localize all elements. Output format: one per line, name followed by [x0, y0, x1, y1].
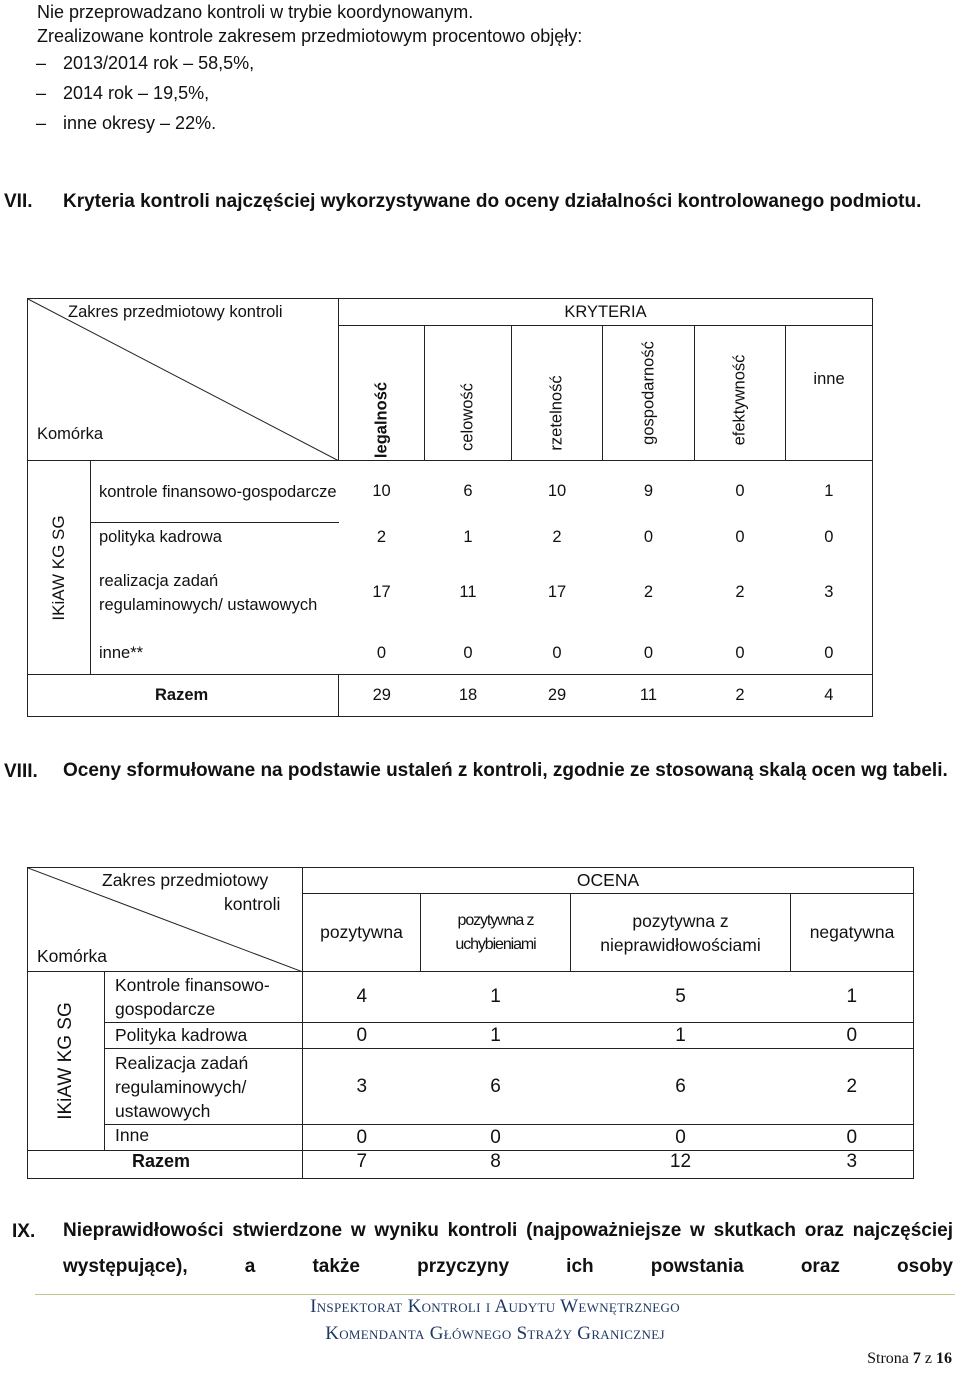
row-label: Inne: [105, 1125, 303, 1151]
total-cell: 7: [303, 1151, 421, 1179]
table-cell: 1: [571, 1023, 791, 1049]
total-cell: 12: [571, 1151, 791, 1179]
table-cell: 0: [571, 1125, 791, 1151]
table-cell: 17: [547, 583, 567, 601]
table-cell: 10: [512, 461, 603, 523]
column-header: pozytywna z uchybieniami: [421, 894, 571, 972]
table-cell: 1: [786, 461, 873, 523]
total-label: Razem: [28, 1151, 303, 1179]
row-label: realizacja zadań regulaminowych/ ustawowych: [91, 553, 339, 633]
table-cell: 0: [786, 523, 873, 553]
table-cell: 0: [791, 1023, 914, 1049]
list-item: – inne okresy – 22%.: [36, 113, 217, 133]
footer-line-1: Inspektorat Kontroli i Audytu Wewnętrznego: [310, 1296, 680, 1317]
table-cell: 0: [425, 633, 512, 675]
header-scope-label: Zakres przedmiotowy kontroli: [68, 303, 283, 321]
intro-list: [30, 53, 254, 143]
section-number-7: VII.: [4, 191, 33, 212]
table-cell: 3: [303, 1049, 421, 1125]
table-cell: 1: [421, 1023, 571, 1049]
diagonal-header-cell: [28, 868, 303, 972]
section-heading-7: Kryteria kontroli najczęściej wykorzystywane do oceny działalności kontrolowanego podmiotu.: [63, 191, 922, 212]
row-label: Kontrole finansowo-gospodarcze: [105, 972, 303, 1023]
dash-bullet: –: [36, 83, 47, 103]
table-cell: 2: [735, 583, 745, 601]
column-header: negatywna: [791, 894, 914, 972]
table-cell: 10: [339, 461, 425, 523]
total-cell: 29: [339, 675, 425, 717]
table-cell: 0: [303, 1023, 421, 1049]
column-header: celowość: [425, 326, 512, 461]
column-header: gospodarność: [603, 326, 695, 461]
table-cell: 4: [303, 972, 421, 1023]
table-cell: 2: [643, 583, 654, 601]
total-cell: 4: [786, 675, 873, 717]
footer-divider: [35, 1294, 955, 1295]
table-cell: 3: [786, 553, 873, 633]
page-current: 7: [912, 1350, 921, 1367]
column-header: inne: [786, 326, 873, 461]
table-cell: 0: [695, 633, 786, 675]
table-cell: 9: [603, 461, 695, 523]
criteria-table: [27, 298, 873, 717]
header-unit-label: Komórka: [37, 946, 108, 966]
section-heading-8: Oceny sformułowane na podstawie ustaleń z kontroli, zgodnie ze stosowaną skalą ocen wg tabeli.: [63, 760, 948, 781]
page-total: 16: [936, 1350, 952, 1367]
list-item: – 2013/2014 rok – 58,5%,: [36, 53, 255, 73]
table-cell: 5: [571, 972, 791, 1023]
unit-cell: IKiAW KG SG: [28, 972, 105, 1151]
table-cell: 0: [339, 633, 425, 675]
total-cell: 29: [512, 675, 603, 717]
table-cell: 0: [421, 1125, 571, 1151]
table-cell: 0: [303, 1125, 421, 1151]
table-cell: 11: [459, 583, 477, 601]
total-cell: 8: [421, 1151, 571, 1179]
section-number-8: VIII.: [4, 761, 38, 782]
table-cell: 0: [786, 633, 873, 675]
column-header: efektywność: [695, 326, 786, 461]
dash-bullet: –: [36, 53, 47, 73]
page-number: Strona 7 z 16: [867, 1350, 952, 1367]
table-cell: 6: [571, 1049, 791, 1125]
total-cell: 2: [695, 675, 786, 717]
table-cell: 0: [603, 633, 695, 675]
list-item: – 2014 rok – 19,5%,: [36, 83, 210, 103]
diagonal-header-cell: [28, 299, 339, 461]
total-cell: 3: [791, 1151, 914, 1179]
table-cell: 0: [791, 1125, 914, 1151]
row-label: Polityka kadrowa: [105, 1023, 303, 1049]
column-header: pozytywna z nieprawidłowościami: [571, 894, 791, 972]
footer-line-2: Komendanta Głównego Straży Granicznej: [325, 1323, 665, 1344]
assessment-table: [27, 867, 914, 1179]
criteria-header: KRYTERIA: [339, 299, 873, 326]
row-label: kontrole finansowo-gospodarcze: [91, 461, 339, 523]
table-cell: 1: [463, 528, 473, 546]
column-header: legalność: [339, 326, 425, 461]
table-cell: 6: [425, 461, 512, 523]
unit-cell: IKiAW KG SG: [28, 461, 91, 675]
table-cell: 0: [735, 528, 745, 546]
table-cell: 1: [421, 972, 571, 1023]
column-header: rzetelność: [512, 326, 603, 461]
header-scope-label: Zakres przedmiotowy: [102, 870, 269, 890]
row-label: polityka kadrowa: [91, 523, 339, 553]
intro-line-1: Nie przeprowadzano kontroli w trybie koordynowanym.: [37, 2, 474, 22]
table-cell: 0: [695, 461, 786, 523]
table-cell: 1: [791, 972, 914, 1023]
row-label: inne**: [91, 633, 339, 675]
row-label: Realizacja zadań regulaminowych/ ustawowych: [105, 1049, 303, 1125]
total-label: Razem: [28, 675, 339, 717]
column-header: pozytywna: [303, 894, 421, 972]
table-cell: 2: [791, 1049, 914, 1125]
intro-line-2: Zrealizowane kontrole zakresem przedmiotowym procentowo objęły:: [37, 26, 583, 46]
table-cell: 6: [421, 1049, 571, 1125]
table-cell: 17: [372, 583, 391, 601]
section-number-9: IX.: [12, 1221, 36, 1242]
header-unit-label: Komórka: [37, 425, 104, 443]
table-cell: 0: [512, 633, 603, 675]
total-cell: 18: [425, 675, 512, 717]
table-cell: 0: [643, 528, 654, 546]
section-heading-9: Nieprawidłowości stwierdzone w wyniku kontroli (najpoważniejsze w skutkach oraz najczęściej występujące), a także przyczyny ich powstania oraz osoby: [63, 1220, 953, 1277]
assessment-header: OCENA: [303, 868, 914, 894]
table-cell: 2: [552, 528, 562, 546]
total-cell: 11: [603, 675, 695, 717]
table-cell: 2: [376, 528, 387, 546]
dash-bullet: –: [36, 113, 47, 133]
header-scope-label-2: kontroli: [224, 894, 281, 914]
